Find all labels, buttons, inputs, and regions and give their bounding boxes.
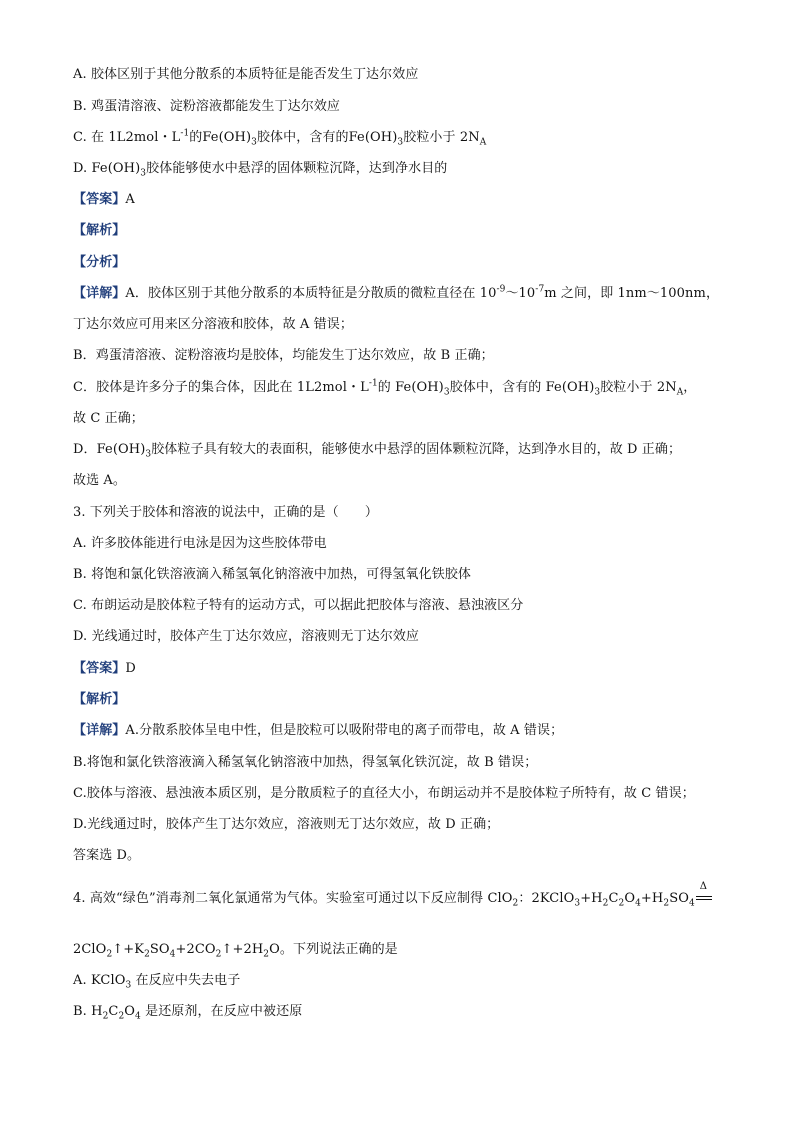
q2-d4-sub1: 3 [443,387,450,398]
q2-c-sup: -1 [180,128,190,139]
q4-stem-part1: 4. 高效“绿色”消毒剂二氧化氯通常为气体。实验室可通过以下反应制得 ClO [73,891,513,906]
q2-detail-line1 [73,285,719,303]
q2-option-b [73,98,340,116]
q2-d4-part2: 的 Fe(OH) [377,380,444,395]
q3-detail-line5 [73,847,140,865]
q2-d1-part1: A．胶体区别于其他分散系的本质特征是分散质的微粒直径在 10 [125,286,497,301]
q2-c-part3: 胶体中，含有的Fe(OH) [256,130,398,145]
q4-b-sub3: 4 [135,1011,141,1022]
q2-c-part2: 的Fe(OH) [189,130,252,145]
q2-d2-text: 丁达尔效应可用来区分溶液和胶体，故 A 错误； [73,317,353,332]
q3-option-c-text: C. 布朗运动是胶体粒子特有的运动方式，可以据此把胶体与溶液、悬浊液区分 [73,598,524,613]
q4-equation-line2 [73,941,398,959]
q2-d7-text: 故选 A。 [73,473,127,488]
q4-b-part1: B. H [73,1004,103,1019]
q4-stem-part7: SO [669,891,689,906]
q4-stem-part4: C [608,891,619,906]
q4-b-part4: 是还原剂，在反应中被还原 [140,1004,303,1019]
q2-detail-line7 [73,472,126,490]
q2-d4-sup: -1 [368,378,378,389]
q3-stem-text: 3. 下列关于胶体和溶液的说法中，正确的是（ ） [73,505,379,520]
q3-option-d-text: D. 光线通过时，胶体产生丁达尔效应，溶液则无丁达尔效应 [73,629,420,644]
q2-fenxi-tag: 【分析】 [73,255,126,270]
q4-eq-sub2: 2 [144,949,150,960]
q3-option-b [73,566,471,584]
q3-d4-text: D.光线通过时，胶体产生丁达尔效应，溶液则无丁达尔效应，故 D 正确； [73,817,500,832]
q3-answer [73,660,136,678]
q4-eq-part1: 2ClO [73,942,107,957]
q2-option-a [73,66,418,84]
q2-c-part4: 胶粒小于 2N [403,130,480,145]
q2-d5-text: 故 C 正确； [73,411,144,426]
q4-eq-part2: ↑+K [112,942,145,957]
q2-option-b-text: B. 鸡蛋清溶液、淀粉溶液都能发生丁达尔效应 [73,99,341,114]
q4-stem-sub6: 2 [663,898,670,909]
q2-d6-part2: 胶体粒子具有较大的表面积，能够使水中悬浮的固体颗粒沉降，达到净水目的，故 D 正确； [151,442,682,457]
q4-eq-sub4: 2 [215,949,222,960]
q2-analysis-heading [73,222,125,240]
q4-stem-part3: +H [580,891,603,906]
q3-detail-line3 [73,785,695,803]
delta-symbol: Δ [699,881,708,892]
q4-a-sub: 3 [125,980,132,991]
q2-option-c [73,129,486,147]
q4-eq-sub1: 2 [106,949,113,960]
q2-d3-text: B．鸡蛋清溶液、淀粉溶液均是胶体，均能发生丁达尔效应，故 B 正确； [73,348,494,363]
q2-d1-part3: m 之间，即 1nm～100nm， [544,286,720,301]
q2-d-sub: 3 [140,168,147,179]
q4-option-b [73,1003,302,1021]
q4-stem-part2: ：2KClO [518,891,575,906]
q4-eq-sub5: 2 [263,949,270,960]
q3-d1-text: A.分散系胶体呈电中性，但是胶粒可以吸附带电的离子而带电，故 A 错误； [125,723,564,738]
q3-analysis-heading [73,691,125,709]
q4-a-part1: A. KClO [73,973,126,988]
q2-d1-sup1: -9 [496,284,506,295]
q4-b-part2: C [108,1004,119,1019]
q2-detail-line6 [73,441,681,459]
q2-d4-part5: ， [683,380,697,395]
q2-analysis-tag: 【解析】 [73,223,126,238]
q3-stem [73,504,378,522]
q2-d4-part3: 胶体中，含有的 Fe(OH) [449,380,595,395]
q2-c-sub2: 3 [397,137,404,148]
q2-d-part1: D. Fe(OH) [73,161,141,176]
q2-c-part1: C. 在 1L2mol・L [73,130,181,145]
q3-answer-value: D [125,661,136,676]
q3-option-c [73,597,523,615]
q2-answer [73,191,135,209]
q3-answer-tag: 【答案】 [73,661,126,676]
q4-b-sub2: 2 [118,1011,125,1022]
q3-detail-line4 [73,816,499,834]
q4-stem-sub3: 2 [602,898,609,909]
q2-fenxi-heading [73,254,125,272]
q2-detail-tag: 【详解】 [73,286,126,301]
q2-detail-line2 [73,316,353,334]
q3-d3-text: C.胶体与溶液、悬浊液本质区别，是分散质粒子的直径大小，布朗运动并不是胶体粒子所特有，故 C 错误； [73,786,695,801]
q4-eq-part4: +2CO [175,942,216,957]
q2-detail-line4 [73,379,696,397]
q4-stem-part5: O [624,891,636,906]
q4-eq-part6: O。下列说法正确的是 [269,942,398,957]
q4-stem-sub5: 4 [635,898,641,909]
q3-detail-line1 [73,722,563,740]
q4-stem-sub7: 4 [688,898,695,909]
q2-option-d [73,160,447,178]
q2-d4-part1: C．胶体是许多分子的集合体，因此在 1L2mol・L [73,380,369,395]
q2-d6-part1: D．Fe(OH) [73,442,146,457]
q4-stem-line1 [73,881,713,909]
q2-option-a-text: A. 胶体区别于其他分散系的本质特征是能否发生丁达尔效应 [73,67,419,82]
q2-answer-tag: 【答案】 [73,192,126,207]
q2-detail-line3 [73,347,494,365]
q3-d5-text: 答案选 D。 [73,848,141,863]
q4-b-sub1: 2 [102,1011,109,1022]
q4-option-a [73,972,240,990]
q3-analysis-tag: 【解析】 [73,692,126,707]
q2-answer-value: A [125,192,135,207]
heat-condition-equals-sign [695,881,713,904]
q4-stem-sub1: 2 [512,898,519,909]
q2-d1-sup2: -7 [535,284,545,295]
q2-d4-sub2: 3 [594,387,601,398]
q4-eq-part5: ↑+2H [221,942,264,957]
q2-d6-sub: 3 [145,449,152,460]
q2-d4-sub3: A [676,387,684,398]
q2-c-sub3: A [479,137,487,148]
q2-d-part2: 胶体能够使水中悬浮的固体颗粒沉降，达到净水目的 [146,161,448,176]
q2-d4-part4: 胶粒小于 2N [600,380,677,395]
q3-option-b-text: B. 将饱和氯化铁溶液滴入稀氢氧化钠溶液中加热，可得氢氧化铁胶体 [73,567,472,582]
q4-a-part2: 在反应中失去电子 [131,973,241,988]
q2-d1-part2: ～10 [505,286,536,301]
q4-stem-part6: +H [640,891,664,906]
q4-eq-part3: SO [149,942,170,957]
q3-detail-tag: 【详解】 [73,723,126,738]
q2-detail-line5 [73,410,144,428]
q4-b-part3: O [124,1004,136,1019]
q3-detail-line2 [73,754,537,772]
q3-option-a-text: A. 许多胶体能进行电泳是因为这些胶体带电 [73,536,327,551]
q4-stem-sub2: 3 [574,898,581,909]
q3-option-a [73,535,327,553]
q4-stem-sub4: 2 [618,898,625,909]
q3-d2-text: B.将饱和氯化铁溶液滴入稀氢氧化钠溶液中加热，得氢氧化铁沉淀，故 B 错误； [73,755,538,770]
q3-option-d [73,628,419,646]
q4-eq-sub3: 4 [169,949,176,960]
q2-c-sub1: 3 [251,137,257,148]
